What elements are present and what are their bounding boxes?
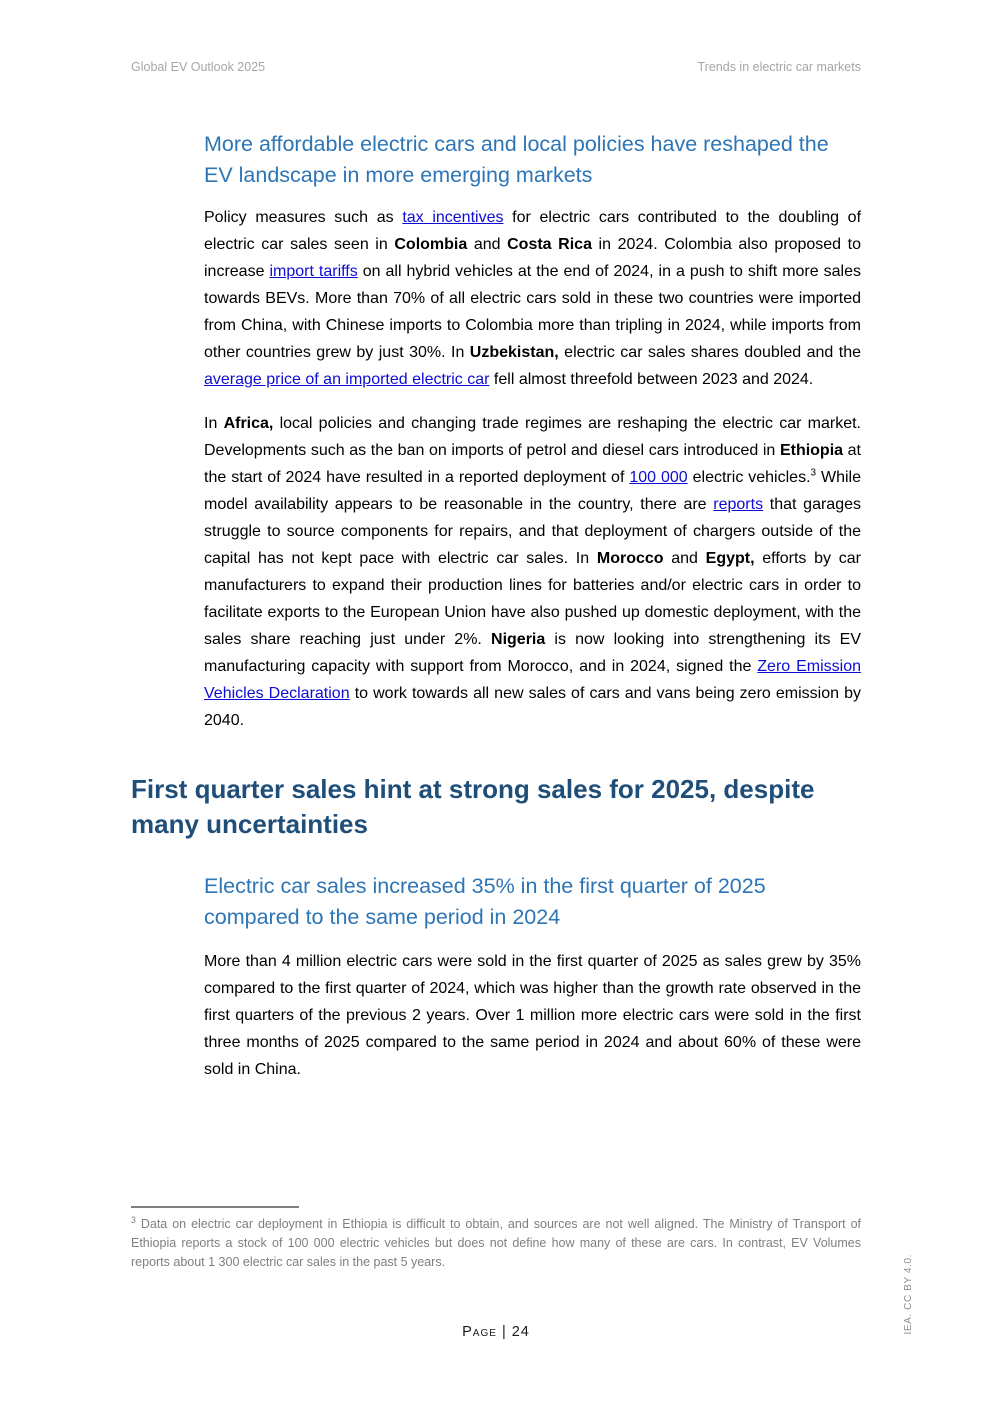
text-run: fell almost threefold between 2023 and 2024. bbox=[489, 371, 814, 388]
inline-link[interactable]: average price of an imported electric car bbox=[204, 371, 490, 388]
text-run: and bbox=[467, 236, 508, 253]
text-run: electric vehicles. bbox=[687, 469, 811, 486]
inline-link[interactable]: import tariffs bbox=[269, 263, 358, 280]
text-run: at the start of 2024 have resulted in a reported deployment of bbox=[204, 442, 861, 486]
subheading-emerging-markets: More affordable electric cars and local policies have reshaped the EV landscape in more emerging markets bbox=[204, 132, 829, 187]
inline-link[interactable]: reports bbox=[713, 496, 764, 513]
paragraph bbox=[204, 410, 861, 734]
bold-run: Nigeria bbox=[491, 631, 546, 648]
license-side-note: IEA. CC BY 4.0. bbox=[903, 1254, 914, 1335]
bold-run: Africa, bbox=[223, 415, 274, 432]
text-run: efforts by car manufacturers to expand their production lines for batteries and/or electric cars in order to facilitate exports to the European Union have also pushed up domestic deployment, with the sales share reaching just under 2%. bbox=[204, 550, 861, 648]
section-heading-first-quarter: First quarter sales hint at strong sales for 2025, despite many uncertainties bbox=[131, 774, 815, 839]
page-content bbox=[131, 129, 861, 1100]
header-right-title: Trends in electric car markets bbox=[697, 60, 861, 74]
bold-run: Morocco bbox=[596, 550, 664, 567]
bold-run: Costa Rica bbox=[507, 236, 592, 253]
text-run: While model availability appears to be reasonable in the country, there are bbox=[204, 469, 861, 513]
page-number: Page | 24 bbox=[462, 1324, 530, 1340]
text-run: that garages struggle to source components for repairs, and that deployment of chargers outside of the capital has not kept pace with electric car sales. In bbox=[204, 496, 861, 567]
text-run: Policy measures such as bbox=[204, 209, 403, 226]
bold-run: Colombia bbox=[394, 236, 468, 253]
subheading-q1-sales: Electric car sales increased 35% in the first quarter of 2025 compared to the same period in 2024 bbox=[204, 874, 766, 929]
bold-run: Uzbekistan, bbox=[469, 344, 559, 361]
text-run: local policies and changing trade regimes are reshaping the electric car market. Developments such as the ban on imports of petrol and diesel cars introduced in bbox=[204, 415, 862, 459]
paragraph bbox=[204, 204, 861, 393]
text-run: electric car sales shares doubled and the bbox=[558, 344, 861, 361]
footnote-reference[interactable]: 3 bbox=[131, 1214, 136, 1225]
footnote-separator-rule bbox=[131, 1206, 299, 1208]
inline-link[interactable]: 100 000 bbox=[629, 469, 688, 486]
text-run: on all hybrid vehicles at the end of 2024, in a push to shift more sales towards BEVs. More than 70% of all electric cars sold in these two countries were imported from China, with Chinese imports to Colombia more than tripling in 2024, while imports from other countries grew by just 30%. In bbox=[204, 263, 862, 361]
text-run: is now looking into strengthening its EV manufacturing capacity with support from Morocco, and in 2024, signed the bbox=[204, 631, 862, 675]
footnote-text bbox=[131, 1215, 861, 1272]
bold-run: Ethiopia bbox=[779, 442, 844, 459]
footnote-reference[interactable]: 3 bbox=[810, 467, 817, 479]
running-header bbox=[131, 60, 861, 74]
text-run: Data on electric car deployment in Ethiopia is difficult to obtain, and sources are not well aligned. The Ministry of Transport of Ethiopia reports a stock of 100 000 electric vehicles but does not define how many of these are cars. In contrast, EV Volumes reports about 1 300 electric car sales in the past 5 years. bbox=[131, 1217, 861, 1269]
paragraph bbox=[204, 948, 861, 1083]
inline-link[interactable]: tax incentives bbox=[402, 209, 504, 226]
text-run: and bbox=[663, 550, 706, 567]
footnote-block bbox=[131, 1206, 861, 1272]
text-run: More than 4 million electric cars were sold in the first quarter of 2025 as sales grew by 35% compared to the first quarter of 2024, which was higher than the growth rate observed in the first quarters of the previous 2 years. Over 1 million more electric cars were sold in the first three months of 2025 compared to the same period in 2024 and about 60% of these were sold in China. bbox=[204, 953, 861, 1078]
text-run: to work towards all new sales of cars and vans being zero emission by 2040. bbox=[204, 685, 861, 729]
text-run: in 2024. Colombia also proposed to increase bbox=[204, 236, 861, 280]
inline-link[interactable]: Zero Emission Vehicles Declaration bbox=[204, 658, 861, 702]
header-left-title: Global EV Outlook 2025 bbox=[131, 60, 266, 74]
text-run: for electric cars contributed to the doubling of electric car sales seen in bbox=[204, 209, 862, 253]
bold-run: Egypt, bbox=[705, 550, 755, 567]
text-run: In bbox=[204, 415, 224, 432]
